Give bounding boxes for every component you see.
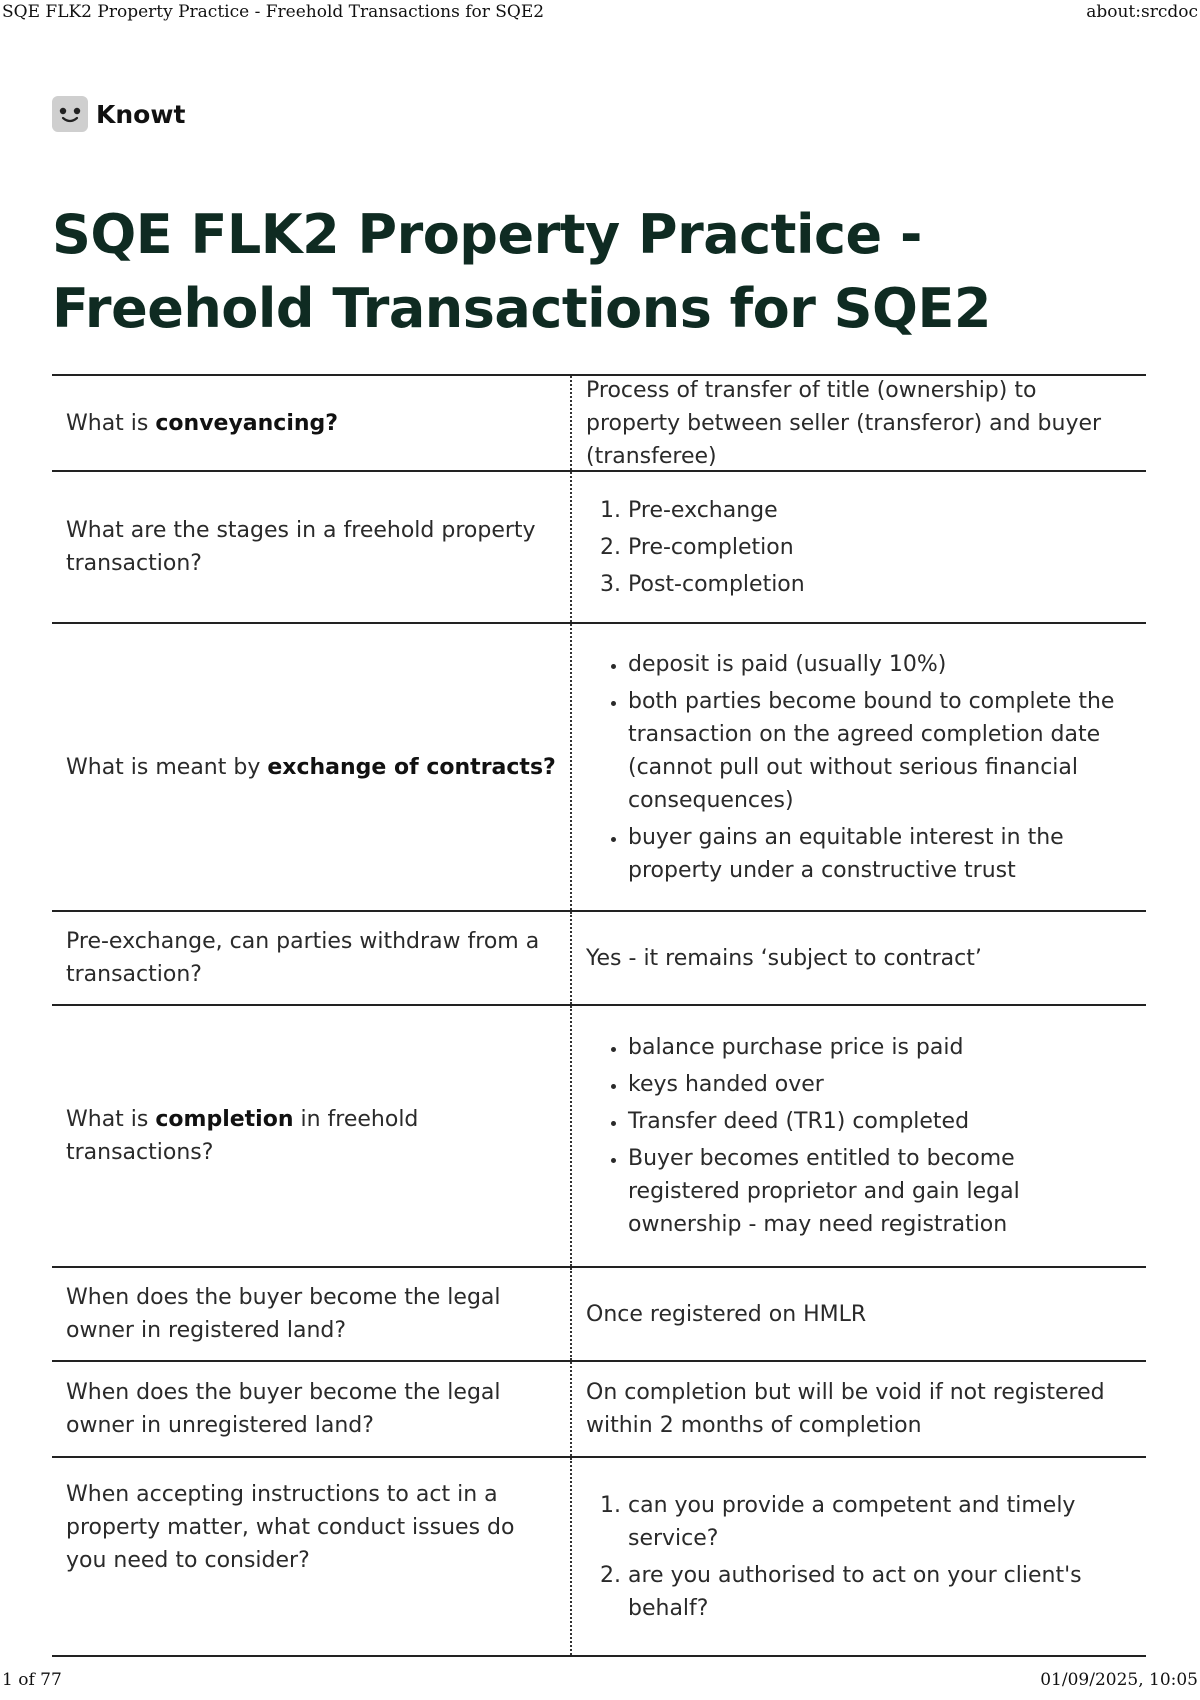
flashcard-answer: On completion but will be void if not registered within 2 months of completion (586, 1380, 1105, 1438)
flashcard-question: What is meant by exchange of contracts? (52, 624, 572, 910)
document-title: SQE FLK2 Property Practice - Freehold Transactions for SQE2 (52, 203, 991, 340)
answer-list-item: 3. Post-completion (628, 568, 1132, 601)
flashcard-answer (572, 1006, 1146, 1266)
knowt-face-logo-icon (52, 96, 88, 132)
print-header (0, 2, 1200, 24)
flashcard-question: When does the buyer become the legal owner in unregistered land? (52, 1362, 572, 1456)
flashcard-row (52, 1268, 1146, 1362)
print-header-url: about:srcdoc (1086, 2, 1198, 22)
flashcard-question: What is conveyancing? (52, 376, 572, 470)
answer-list-item: 1. Pre-exchange (628, 494, 1132, 527)
flashcard-row (52, 472, 1146, 624)
answer-list (586, 644, 1132, 891)
flashcard-answer: Once registered on HMLR (586, 1301, 867, 1327)
answer-list (586, 1027, 1132, 1245)
flashcard-row (52, 1458, 1146, 1657)
flashcard-question: What are the stages in a freehold property transaction? (52, 472, 572, 622)
answer-list-item: • Transfer deed (TR1) completed (628, 1105, 1132, 1138)
flashcard-row (52, 624, 1146, 912)
answer-list-item: 2. Pre-completion (628, 531, 1132, 564)
flashcard-question: What is completion in freehold transactions? (52, 1006, 572, 1266)
brand-name: Knowt (96, 99, 186, 129)
answer-list-item: 1. can you provide a competent and timely service? (628, 1489, 1132, 1555)
answer-list-item: • keys handed over (628, 1068, 1132, 1101)
flashcard-row (52, 1362, 1146, 1458)
answer-list (586, 490, 1132, 605)
flashcard-answer: Process of transfer of title (ownership) to property between seller (transferor) and buyer (transferee) (586, 377, 1102, 469)
flashcard-table (52, 374, 1146, 1657)
print-footer (0, 1670, 1200, 1692)
answer-list-item: • Buyer becomes entitled to become registered proprietor and gain legal ownership - may need registration (628, 1142, 1132, 1241)
flashcard-question: Pre-exchange, can parties withdraw from a transaction? (52, 912, 572, 1004)
print-datetime: 01/09/2025, 10:05 (1040, 1670, 1198, 1690)
flashcard-row (52, 1006, 1146, 1268)
answer-list-item: • both parties become bound to complete the transaction on the agreed completion date (cannot pull out without serious financial consequences) (628, 685, 1132, 817)
answer-list-item: • balance purchase price is paid (628, 1031, 1132, 1064)
answer-list (586, 1485, 1132, 1629)
flashcard-question: When accepting instructions to act in a property matter, what conduct issues do you need to consider? (52, 1458, 572, 1655)
answer-list-item: • buyer gains an equitable interest in the property under a constructive trust (628, 821, 1132, 887)
flashcard-answer (572, 472, 1146, 622)
flashcard-answer (572, 1458, 1146, 1655)
page-number: 1 of 77 (2, 1670, 62, 1690)
flashcard-answer (572, 624, 1146, 910)
answer-list-item: • deposit is paid (usually 10%) (628, 648, 1132, 681)
print-header-title: SQE FLK2 Property Practice - Freehold Transactions for SQE2 (2, 2, 545, 22)
flashcard-row (52, 376, 1146, 472)
flashcard-answer: Yes - it remains ‘subject to contract’ (586, 945, 982, 971)
flashcard-question: When does the buyer become the legal owner in registered land? (52, 1268, 572, 1360)
flashcard-row (52, 912, 1146, 1006)
answer-list-item: 2. are you authorised to act on your client's behalf? (628, 1559, 1132, 1625)
brand (52, 94, 185, 134)
